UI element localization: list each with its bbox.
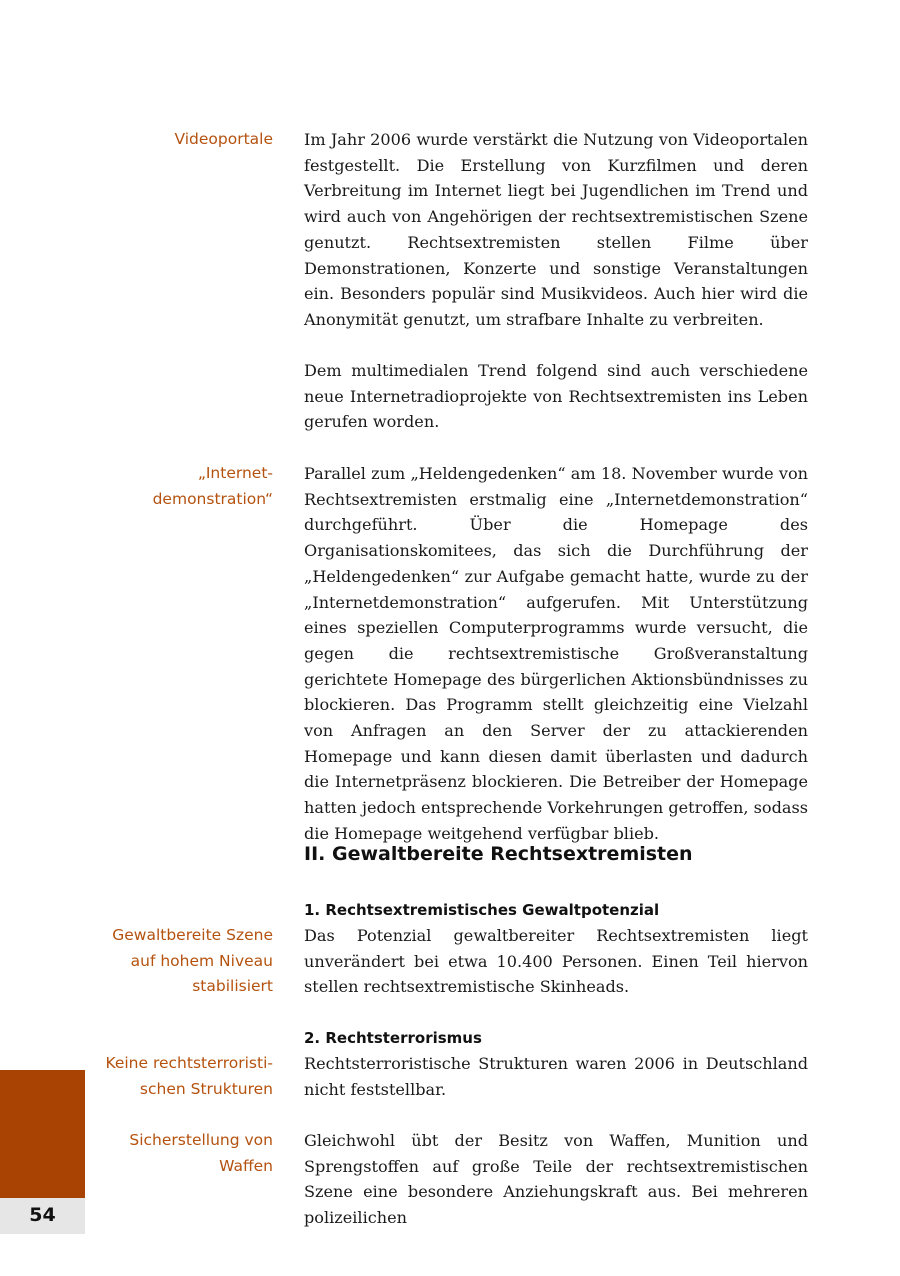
- margin-note-line: „Internet-: [197, 464, 273, 482]
- margin-note-line: auf hohem Niveau: [130, 951, 273, 970]
- margin-note-line: stabilisiert: [192, 977, 273, 996]
- page-color-tab: [0, 1070, 85, 1198]
- paragraph-videoportale: Im Jahr 2006 wurde verstärkt die Nutzung von Videoportalen festgestellt. Die Erstellung von Kurzfilmen und deren Verbreitung im Internet liegt bei Jugendlichen im Trend und wird auch von Angehörigen der rechtsextremistischen Szene genutzt. Rechtsextremisten stellen Filme über Demonstrationen, Konzerte und sonstige Veranstaltungen ein. Besonders populär sind Musikvideos. Auch hier wird die Anonymität genutzt, um strafbare Inhalte zu verbreiten.: [304, 130, 808, 329]
- page-number: 54: [29, 1204, 56, 1226]
- paragraph-internetradio: Dem multimedialen Trend folgend sind auch verschiedene neue Internetradioprojekte von Rechtsextremisten ins Leben gerufen worden.: [304, 361, 808, 432]
- margin-note-line: Sicherstellung von: [129, 1131, 273, 1149]
- section-heading: II. Gewaltbereite Rechtsextremisten: [304, 843, 693, 865]
- paragraph-internetdemonstration: Parallel zum „Heldengedenken“ am 18. November wurde von Rechtsextremisten erstmalig eine „Internetdemonstration“ durchgeführt. Über die Homepage des Organisationskomitees, das sich die Durchführung der „Heldengedenken“ zur Aufgabe gemacht hatte, wurde zu der „Internetdemonstration“ aufgerufen. Mit Unterstützung eines speziellen Computerprogramms wurde versucht, die gegen die rechtsextremistische Großveranstaltung gerichtete Homepage des bürgerlichen Aktionsbündnisses zu blockieren. Das Programm stellt gleichzeitig eine Vielzahl von Anfragen an den Server der zu attackierenden Homepage und kann diesen damit überlasten und dadurch die Internetpräsenz blockieren. Die Betreiber der Homepage hatten jedoch entsprechende Vorkehrungen getroffen, sodass die Homepage weitgehend verfügbar blieb.: [304, 464, 808, 843]
- margin-note-videoportale: [83, 127, 273, 153]
- margin-note-line: schen Strukturen: [139, 1079, 273, 1098]
- margin-note-keine-strukturen: [83, 1051, 273, 1102]
- paragraph-waffen: Gleichwohl übt der Besitz von Waffen, Munition und Sprengstoffen auf große Teile der rechtsextremistischen Szene eine besondere Anziehungskraft aus. Bei mehreren polizeilichen: [304, 1131, 808, 1228]
- margin-note-line: Keine rechtsterroristi-: [105, 1054, 273, 1072]
- paragraph-rechtsterrorismus: Rechtsterroristische Strukturen waren 2006 in Deutschland nicht feststellbar.: [304, 1054, 808, 1099]
- margin-note-line: demonstration“: [152, 489, 273, 508]
- margin-note-sicherstellung-waffen: [83, 1128, 273, 1179]
- margin-note-internetdemonstration: [83, 461, 273, 512]
- margin-note-line: Waffen: [219, 1156, 273, 1175]
- margin-note-line: Videoportale: [174, 130, 273, 148]
- page-number-box: [0, 1198, 85, 1234]
- subheading-rechtsterrorismus: 2. Rechtsterrorismus: [304, 1029, 482, 1047]
- subheading-gewaltpotenzial: 1. Rechtsextremistisches Gewaltpotenzial: [304, 901, 660, 919]
- margin-note-line: Gewaltbereite Szene: [112, 926, 273, 944]
- margin-note-gewaltbereite-szene: [83, 923, 273, 1000]
- paragraph-gewaltpotenzial: Das Potenzial gewaltbereiter Rechtsextremisten liegt unverändert bei etwa 10.400 Personen. Einen Teil hiervon stellen rechtsextremistische Skinheads.: [304, 926, 808, 997]
